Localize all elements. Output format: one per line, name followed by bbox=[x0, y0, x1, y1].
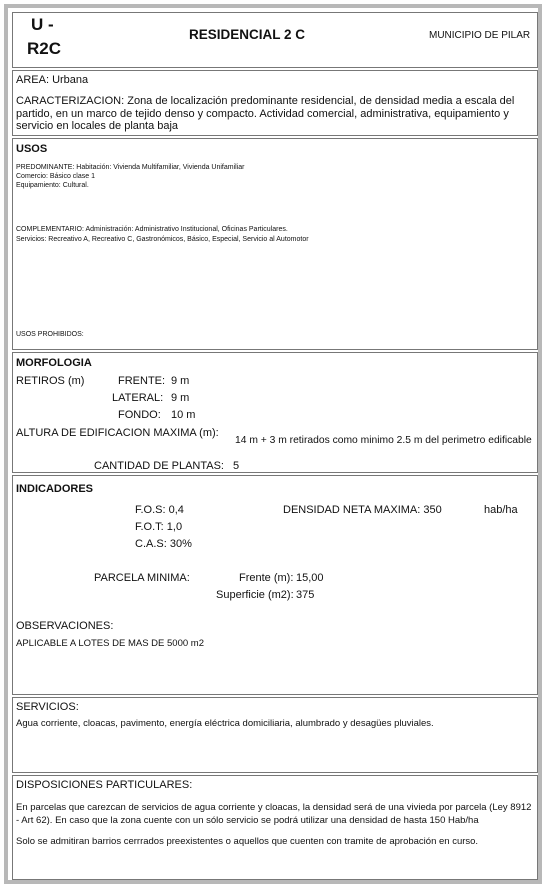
usos-title: USOS bbox=[16, 143, 48, 155]
fos-value: F.O.S: 0,4 bbox=[135, 504, 184, 516]
lateral-value: 9 m bbox=[171, 392, 190, 404]
municipality-label: MUNICIPIO DE PILAR bbox=[429, 30, 531, 41]
predominante-line: PREDOMINANTE: Habitación: Vivienda Multifamiliar, Vivienda Unifamiliar bbox=[16, 164, 245, 171]
indicadores-section bbox=[12, 475, 538, 695]
densidad-neta-label: DENSIDAD NETA MAXIMA: 350 bbox=[283, 504, 442, 516]
morfologia-title: MORFOLOGIA bbox=[16, 357, 92, 369]
observaciones-text: APLICABLE A LOTES DE MAS DE 5000 m2 bbox=[16, 638, 204, 649]
fot-value: F.O.T: 1,0 bbox=[135, 521, 183, 533]
caracterizacion-text: CARACTERIZACION: Zona de localización predominante residencial, de densidad media a escala del partido, en un marco de tejido denso y compacto. Actividad comercial, administrativa, equipamiento y servicio en locales de planta baja bbox=[16, 95, 515, 132]
altura-value: 14 m + 3 m retirados como minimo 2.5 m del perimetro edificable bbox=[235, 435, 532, 446]
cas-value: C.A.S: 30% bbox=[135, 538, 192, 550]
fondo-value: 10 m bbox=[171, 409, 196, 421]
disposiciones-paragraph-2: Solo se admitiran barrios cerrrados preexistentes o aquellos que cuenten con tramite de aprobación en curso. bbox=[16, 836, 479, 847]
densidad-unit: hab/ha bbox=[484, 504, 518, 516]
parcela-frente-label: Frente (m): bbox=[239, 572, 294, 584]
parcela-superficie-value: 375 bbox=[296, 589, 315, 601]
zoning-sheet bbox=[4, 4, 542, 884]
indicadores-title: INDICADORES bbox=[16, 483, 94, 495]
complementario-line: Servicios: Recreativo A, Recreativo C, Gastronómicos, Básico, Especial, Servicio al Automotor bbox=[16, 236, 309, 243]
fondo-label: FONDO: bbox=[118, 409, 161, 421]
retiros-label: RETIROS (m) bbox=[16, 375, 85, 387]
area-line: AREA: Urbana bbox=[16, 74, 89, 86]
zone-code-line1: U - bbox=[31, 15, 54, 34]
servicios-section bbox=[12, 697, 538, 773]
plantas-value: 5 bbox=[233, 460, 240, 472]
morfologia-section bbox=[12, 352, 538, 473]
parcela-minima-label: PARCELA MINIMA: bbox=[94, 572, 190, 584]
predominante-line: Equipamiento: Cultural. bbox=[16, 182, 89, 189]
parcela-superficie-label: Superficie (m2): bbox=[216, 589, 294, 601]
servicios-text: Agua corriente, cloacas, pavimento, energía eléctrica domiciliaria, alumbrado y desagües pluviales. bbox=[16, 718, 434, 729]
disposiciones-title: DISPOSICIONES PARTICULARES: bbox=[16, 779, 193, 791]
frente-value: 9 m bbox=[171, 375, 190, 387]
predominante-line: Comercio: Básico clase 1 bbox=[16, 173, 95, 180]
lateral-label: LATERAL: bbox=[112, 392, 164, 404]
area-section bbox=[12, 70, 538, 136]
header-section bbox=[12, 12, 538, 68]
usos-section bbox=[12, 138, 538, 350]
complementario-line: COMPLEMENTARIO: Administración: Administrativo Institucional, Oficinas Particulares. bbox=[16, 226, 288, 233]
usos-prohibidos-label: USOS PROHIBIDOS: bbox=[16, 331, 84, 338]
frente-label: FRENTE: bbox=[118, 375, 166, 387]
observaciones-label: OBSERVACIONES: bbox=[16, 620, 114, 632]
parcela-frente-value: 15,00 bbox=[296, 572, 324, 584]
plantas-label: CANTIDAD DE PLANTAS: bbox=[94, 460, 224, 472]
zone-title: RESIDENCIAL 2 C bbox=[189, 27, 306, 42]
disposiciones-paragraph-1: En parcelas que carezcan de servicios de agua corriente y cloacas, la densidad será de una vivieda por parcela (Ley 8912 - Art 62). En caso que la zona cuente con un sólo servicio se podrá utilizar una densidad de hasta 150 Hab/ha bbox=[16, 802, 532, 826]
zone-code-line2: R2C bbox=[27, 39, 62, 58]
servicios-title: SERVICIOS: bbox=[16, 701, 79, 713]
disposiciones-section bbox=[12, 775, 538, 880]
altura-label: ALTURA DE EDIFICACION MAXIMA (m): bbox=[16, 427, 219, 439]
